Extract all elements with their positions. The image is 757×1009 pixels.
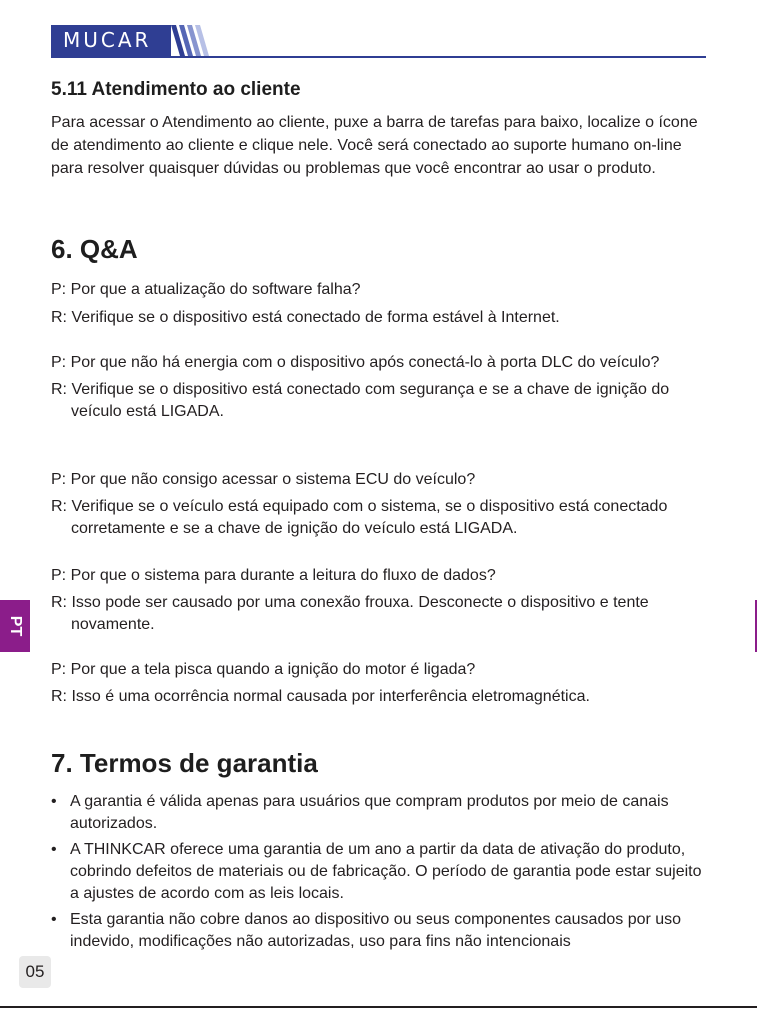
qa-answer: R: Verifique se o veículo está equipado com o sistema, se o dispositivo está conectado corretamente e se a chave de ignição do veículo está LIGADA.	[51, 498, 668, 537]
qa-question: P: Por que o sistema para durante a leitura do fluxo de dados?	[51, 567, 496, 584]
page-header	[51, 22, 706, 58]
qa-question: P: Por que a tela pisca quando a ignição do motor é ligada?	[51, 661, 476, 678]
section-title-warranty: 7. Termos de garantia	[51, 748, 318, 778]
logo-stripes-icon	[171, 25, 211, 56]
bullet-icon: •	[51, 911, 57, 928]
qa-item	[51, 659, 711, 708]
page-number: 05	[19, 956, 51, 988]
qa-answer: R: Verifique se o dispositivo está conectado de forma estável à Internet.	[51, 309, 560, 326]
bullet-icon: •	[51, 841, 57, 858]
qa-answer: R: Isso é uma ocorrência normal causada por interferência eletromagnética.	[51, 688, 590, 705]
bullet-icon: •	[51, 793, 57, 810]
list-item-text: A garantia é válida apenas para usuários que compram produtos por meio de canais autorizados.	[70, 793, 669, 832]
qa-question: P: Por que não consigo acessar o sistema ECU do veículo?	[51, 471, 476, 488]
qa-question: P: Por que não há energia com o dispositivo após conectá-lo à porta DLC do veículo?	[51, 354, 660, 371]
qa-question: P: Por que a atualização do software falha?	[51, 281, 361, 298]
section-title-customer-service: 5.11 Atendimento ao cliente	[51, 79, 301, 100]
list-item	[51, 909, 711, 953]
list-item-text: Esta garantia não cobre danos ao dispositivo ou seus componentes causados por uso indevido, modificações não autorizadas, uso para fins não intencionais	[70, 911, 682, 950]
section-title-qa: 6. Q&A	[51, 234, 138, 264]
brand-logo: MUCAR	[51, 25, 171, 56]
list-item	[51, 839, 711, 905]
customer-service-paragraph: Para acessar o Atendimento ao cliente, puxe a barra de tarefas para baixo, localize o ícone de atendimento ao cliente e clique nele. Você será conectado ao suporte humano on-line para resolver quaisquer dúvidas ou problemas que você encontrar ao usar o produto.	[51, 114, 698, 177]
language-tab-label: PT	[7, 615, 24, 637]
language-tab	[0, 600, 30, 652]
qa-item	[51, 565, 711, 636]
qa-answer: R: Verifique se o dispositivo está conectado com segurança e se a chave de ignição do veículo está LIGADA.	[51, 381, 670, 420]
qa-item	[51, 279, 711, 329]
qa-item	[51, 352, 711, 423]
list-item	[51, 791, 711, 835]
qa-answer: R: Isso pode ser causado por uma conexão frouxa. Desconecte o dispositivo e tente novamente.	[51, 594, 649, 633]
header-rule	[51, 56, 706, 58]
qa-item	[51, 469, 711, 540]
bottom-rule	[0, 1006, 757, 1008]
warranty-list	[51, 791, 711, 957]
list-item-text: A THINKCAR oferece uma garantia de um ano a partir da data de ativação do produto, cobrindo defeitos de materiais ou de fabricação. O período de garantia pode estar sujeito a ajustes de acordo com as leis locais.	[70, 841, 702, 902]
